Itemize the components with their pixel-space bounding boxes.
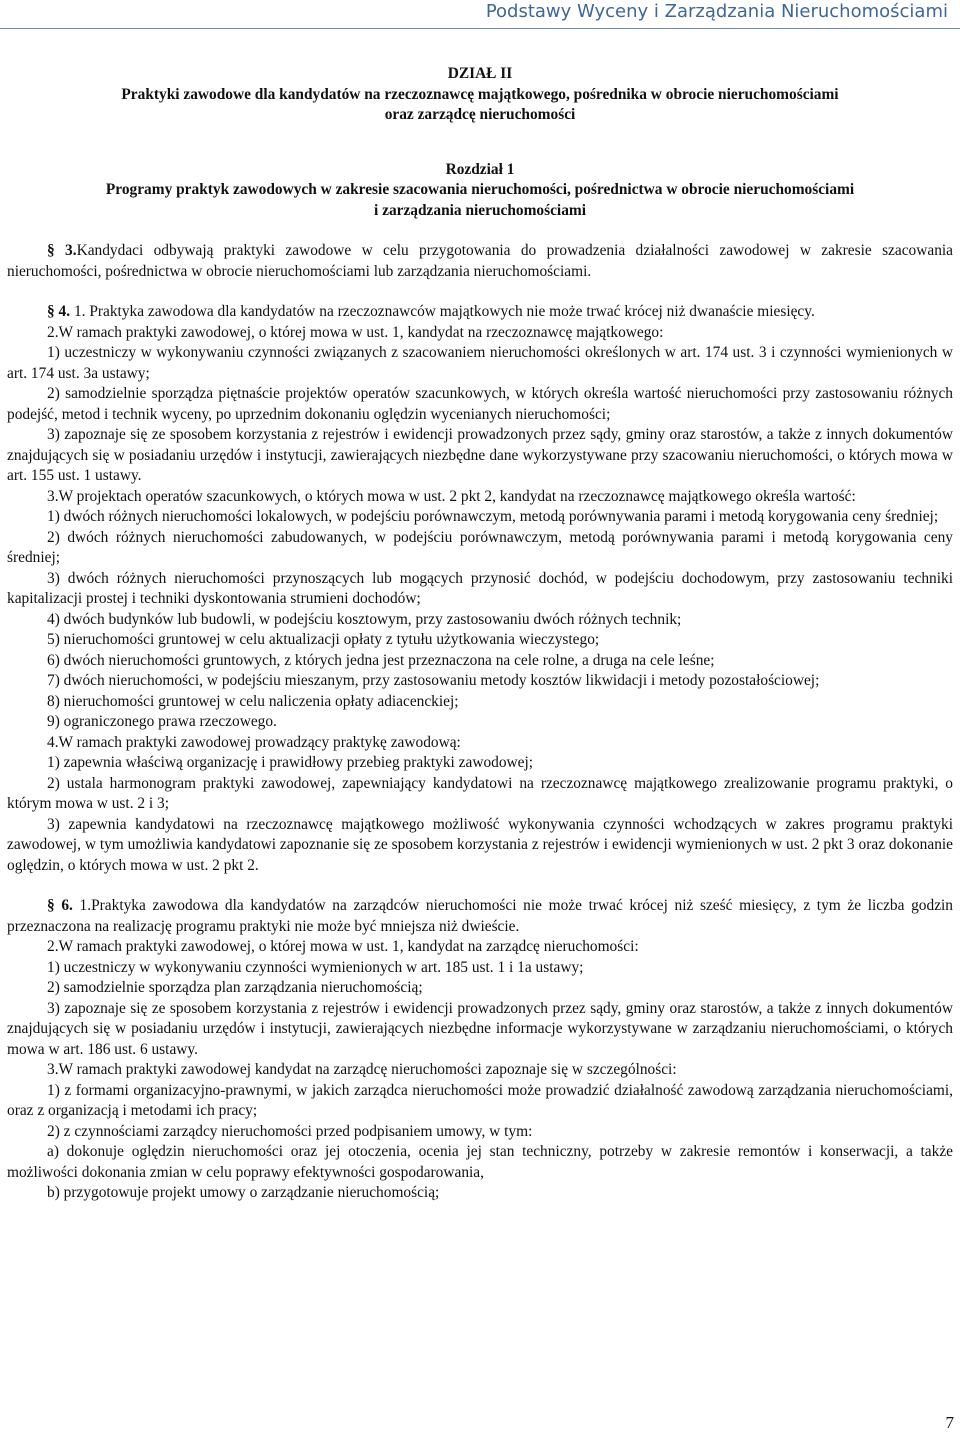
section-title-line2: oraz zarządcę nieruchomości (384, 106, 576, 123)
paragraph-6-ust-3-item-2b: b) przygotowuje projekt umowy o zarządzanie nieruchomością; (47, 1184, 440, 1201)
header-title: Podstawy Wyceny i Zarządzania Nieruchomościami (485, 1, 948, 22)
paragraph-3-text: Kandydaci odbywają praktyki zawodowe w celu przygotowania do prowadzenia działalności zawodowej w zakresie szacowania nieruchomości, pośrednictwa w obrocie nieruchomościami lub zarządzania nieruchomościami. (7, 242, 953, 280)
paragraph-4-ust-4-item-3: 3) zapewnia kandydatowi na rzeczoznawcę majątkowego możliwość wykonywania czynności wchodzących w zakres programu praktyki zawodowej, w tym umożliwia kandydatowi zapoznanie się ze sposobem korzystania z rejestrów i ewidencji wymienionych w ust. 2 pkt 3 oraz dokonanie oględzin, o których mowa w ust. 2 pkt 2. (7, 815, 953, 874)
paragraph-6-number: § 6. (47, 897, 73, 914)
document-body (7, 64, 953, 1204)
paragraph-4-ust-3-item-2: 2) dwóch różnych nieruchomości zabudowanych, w podejściu porównawczym, metodą porównywania parami i metodą korygowania ceny średniej; (7, 528, 953, 566)
section-title-line1: Praktyki zawodowe dla kandydatów na rzeczoznawcę majątkowego, pośrednika w obrocie nieruchomościami (121, 85, 839, 103)
paragraph-4-ust-2-item-1: 1) uczestniczy w wykonywaniu czynności związanych z szacowaniem nieruchomości określonych w art. 174 ust. 3 i czynności wymienionych w art. 174 ust. 3a ustawy; (7, 344, 953, 382)
page-number: 7 (945, 1413, 954, 1432)
paragraph-6-ust-2-item-3: 3) zapoznaje się ze sposobem korzystania z rejestrów i ewidencji prowadzonych przez sądy, gminy oraz starostów, a także z innych dokumentów znajdujących się w posiadaniu urzędów i instytucji, zawierających niezbędne informacje wykorzystywane w zarządzaniu nieruchomościami, o których mowa w art. 186 ust. 6 ustawy. (7, 999, 953, 1058)
paragraph-6-ust-3-item-2: 2) z czynnościami zarządcy nieruchomości przed podpisaniem umowy, w tym: (47, 1122, 533, 1140)
paragraph-4-ust-3-item-6: 6) dwóch nieruchomości gruntowych, z których jedna jest przeznaczona na cele rolne, a druga na cele leśne; (47, 651, 715, 669)
paragraph-6-ust-1-text: 1.Praktyka zawodowa dla kandydatów na zarządców nieruchomości nie może trwać krócej niż sześć miesięcy, z tym że liczba godzin przeznaczona na realizację programu praktyki nie może być mniejsza niż dwieście. (7, 897, 954, 935)
paragraph-4-ust-1-text: 1. Praktyka zawodowa dla kandydatów na rzeczoznawców majątkowych nie może trwać krócej niż dwanaście miesięcy. (70, 303, 815, 320)
chapter-title-line1: Programy praktyk zawodowych w zakresie szacowania nieruchomości, pośrednictwa w obrocie nieruchomościami (105, 181, 855, 198)
paragraph-4-ust-4: 4.W ramach praktyki zawodowej prowadzący praktykę zawodową: (47, 733, 461, 751)
paragraph-6-ust-3: 3.W ramach praktyki zawodowej kandydat na zarządcę nieruchomości zapoznaje się w szczególności: (47, 1061, 677, 1078)
paragraph-6-ust-3-item-1: 1) z formami organizacyjno-prawnymi, w jakich zarządca nieruchomości może prowadzić działalność zawodową zarządzania nieruchomościami, oraz z organizacją i metodami ich pracy; (7, 1081, 953, 1119)
paragraph-4-ust-4-item-2: 2) ustala harmonogram praktyki zawodowej, zapewniający kandydatowi na rzeczoznawcę majątkowego zrealizowanie programu praktyki, o którym mowa w ust. 2 i 3; (7, 774, 953, 812)
paragraph-4-ust-3-item-4: 4) dwóch budynków lub budowli, w podejściu kosztowym, przy zastosowaniu dwóch różnych technik; (47, 610, 682, 628)
chapter-label: Rozdział 1 (445, 160, 515, 178)
running-header (0, 0, 960, 29)
paragraph-6-ust-2-item-1: 1) uczestniczy w wykonywaniu czynności wymienionych w art. 185 ust. 1 i 1a ustawy; (47, 958, 584, 976)
paragraph-6-ust-3-item-2a: a) dokonuje oględzin nieruchomości oraz jej otoczenia, ocenia jej stan techniczny, potrzeby w zakresie remontów i konserwacji, a także możliwości dokonania zmian w celu poprawy efektywności gospodarowania, (7, 1143, 953, 1181)
paragraph-4-number: § 4. (47, 303, 71, 320)
chapter-title-line2: i zarządzania nieruchomościami (373, 201, 587, 219)
paragraph-3-number: § 3. (47, 242, 77, 259)
paragraph-4-ust-2-item-2: 2) samodzielnie sporządza piętnaście projektów operatów szacunkowych, w których określa wartość nieruchomości przy zastosowaniu różnych podejść, metod i technik wyceny, po uprzednim dokonaniu oględzin wycenianych nieruchomości; (7, 385, 953, 423)
paragraph-4-ust-3-item-3: 3) dwóch różnych nieruchomości przynoszących lub mogących przynosić dochód, w podejściu dochodowym, przy zastosowaniu techniki kapitalizacji prostej i techniki dyskontowania strumieni dochodów; (7, 569, 953, 607)
paragraph-3 (7, 241, 953, 282)
paragraph-4-ust-2: 2.W ramach praktyki zawodowej, o której mowa w ust. 1, kandydat na rzeczoznawcę majątkowego: (47, 323, 664, 341)
paragraph-4-ust-2-item-3: 3) zapoznaje się ze sposobem korzystania z rejestrów i ewidencji prowadzonych przez sądy, gminy oraz starostów, a także z innych dokumentów znajdujących się w posiadaniu urzędów i instytucji, zawierających niezbędne dane wykorzystywane przy szacowaniu nieruchomości, o których mowa w art. 155 ust. 1 ustawy. (7, 426, 953, 484)
paragraph-4-ust-1 (7, 302, 953, 323)
paragraph-4-ust-3: 3.W projektach operatów szacunkowych, o których mowa w ust. 2 pkt 2, kandydat na rzeczoznawcę majątkowego określa wartość: (47, 487, 856, 505)
paragraph-4-ust-3-item-9: 9) ograniczonego prawa rzeczowego. (47, 713, 277, 730)
paragraph-4-ust-4-item-1: 1) zapewnia właściwą organizację i prawidłowy przebieg praktyki zawodowej; (47, 754, 534, 771)
paragraph-4-ust-3-item-8: 8) nieruchomości gruntowej w celu naliczenia opłaty adiacenckiej; (47, 692, 459, 710)
paragraph-4-ust-3-item-1: 1) dwóch różnych nieruchomości lokalowych, w podejściu porównawczym, metodą porównywania parami i metodą korygowania ceny średniej; (47, 508, 939, 525)
paragraph-4-ust-3-item-5: 5) nieruchomości gruntowej w celu aktualizacji opłaty z tytułu użytkowania wieczystego; (47, 631, 600, 648)
paragraph-6-ust-2: 2.W ramach praktyki zawodowej, o której mowa w ust. 1, kandydat na zarządcę nieruchomości: (47, 938, 639, 955)
section-label: DZIAŁ II (447, 65, 513, 82)
paragraph-6-ust-2-item-2: 2) samodzielnie sporządza plan zarządzania nieruchomością; (47, 979, 423, 996)
paragraph-4-ust-3-item-7: 7) dwóch nieruchomości, w podejściu mieszanym, przy zastosowaniu metody kosztów likwidacji i metody pozostałościowej; (47, 672, 820, 689)
paragraph-6-ust-1 (7, 896, 953, 937)
